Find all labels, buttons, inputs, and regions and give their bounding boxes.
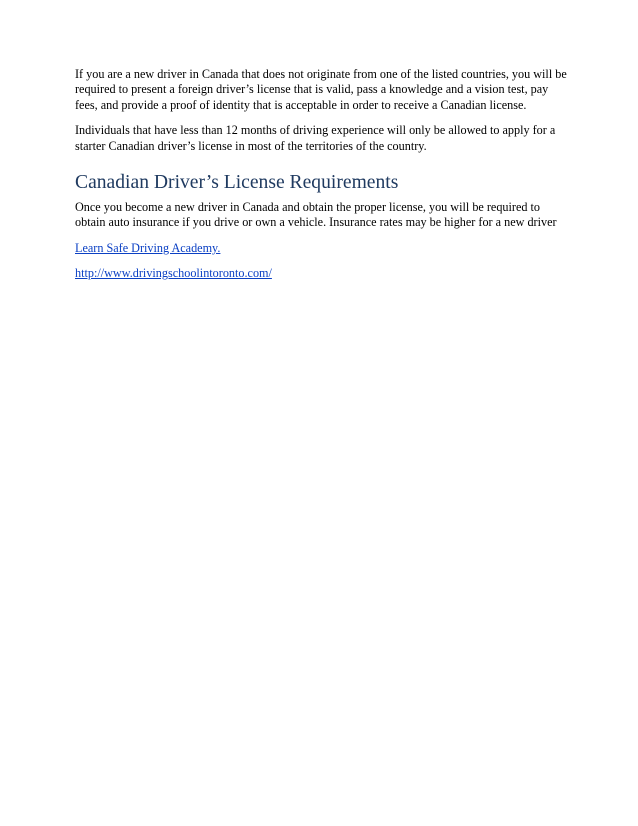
- paragraph-auto-insurance: Once you become a new driver in Canada and obtain the proper license, you will be required to obtain auto insurance if you drive or own a vehicle. Insurance rates may be higher for a new driver: [75, 200, 557, 230]
- academy-link[interactable]: Learn Safe Driving Academy.: [75, 240, 221, 255]
- section-heading: Canadian Driver’s License Requirements: [75, 172, 399, 194]
- website-url-link[interactable]: http://www.drivingschoolintoronto.com/: [75, 266, 272, 281]
- document-page: [75, 67, 567, 282]
- paragraph-starter-license: Individuals that have less than 12 months of driving experience will only be allowed to apply for a starter Canadian driver’s license in most of the territories of the country.: [75, 123, 556, 153]
- paragraph-foreign-license: If you are a new driver in Canada that does not originate from one of the listed countries, you will be required to present a foreign driver’s license that is valid, pass a knowledge and a vision test, pay fees, and provide a proof of identity that is acceptable in order to receive a Canadian license.: [75, 67, 567, 112]
